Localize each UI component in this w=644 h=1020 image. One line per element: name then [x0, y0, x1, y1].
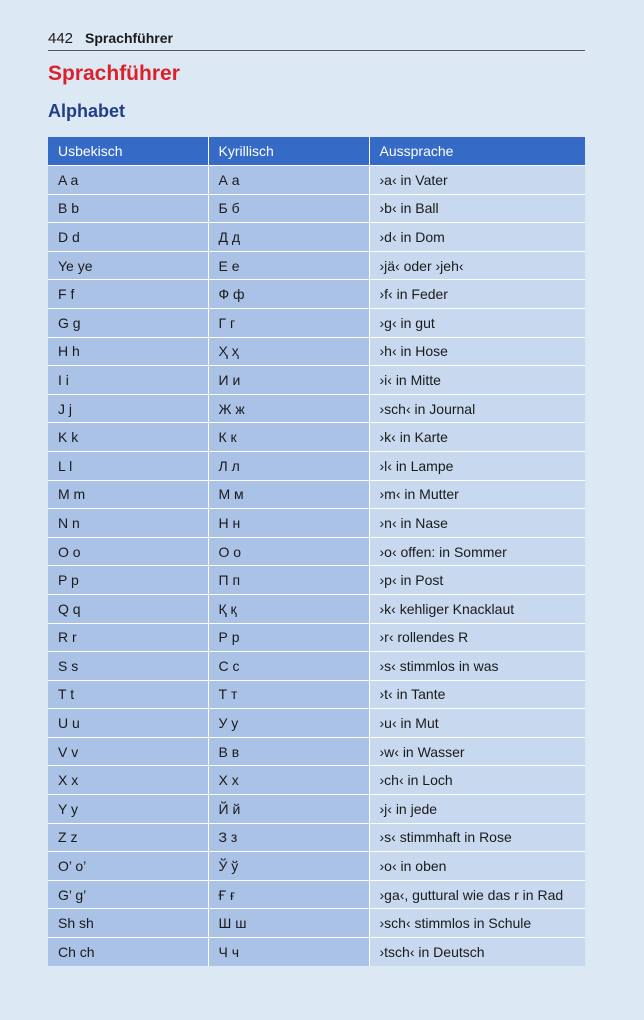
- cell-cyrillic: М м: [208, 480, 369, 509]
- cell-pronunciation: ›g‹ in gut: [369, 308, 585, 337]
- cell-uzbek: P p: [48, 566, 208, 595]
- table-row: [48, 623, 585, 652]
- cell-uzbek: Z z: [48, 823, 208, 852]
- cell-uzbek: G’ g’: [48, 880, 208, 909]
- table-row: [48, 766, 585, 795]
- cell-pronunciation: ›f‹ in Feder: [369, 280, 585, 309]
- cell-cyrillic: О о: [208, 537, 369, 566]
- cell-uzbek: Q q: [48, 594, 208, 623]
- table-row: [48, 280, 585, 309]
- cell-pronunciation: ›r‹ rollendes R: [369, 623, 585, 652]
- cell-cyrillic: А а: [208, 166, 369, 195]
- running-head-section: Sprachführer: [85, 30, 173, 46]
- cell-pronunciation: ›sch‹ stimmlos in Schule: [369, 909, 585, 938]
- cell-pronunciation: ›u‹ in Mut: [369, 709, 585, 738]
- cell-uzbek: U u: [48, 709, 208, 738]
- cell-cyrillic: Т т: [208, 680, 369, 709]
- cell-pronunciation: ›a‹ in Vater: [369, 166, 585, 195]
- page-title: Sprachführer: [48, 62, 180, 85]
- cell-pronunciation: ›i‹ in Mitte: [369, 366, 585, 395]
- column-header-pronunciation: Aussprache: [369, 137, 585, 166]
- cell-pronunciation: ›k‹ in Karte: [369, 423, 585, 452]
- cell-pronunciation: ›ga‹, guttural wie das r in Rad: [369, 880, 585, 909]
- table-header-row: [48, 137, 585, 166]
- table-row: [48, 423, 585, 452]
- cell-uzbek: V v: [48, 737, 208, 766]
- cell-uzbek: S s: [48, 652, 208, 681]
- cell-cyrillic: Ж ж: [208, 394, 369, 423]
- cell-cyrillic: Д д: [208, 223, 369, 252]
- table-row: [48, 480, 585, 509]
- alphabet-table: [48, 137, 585, 966]
- cell-pronunciation: ›t‹ in Tante: [369, 680, 585, 709]
- cell-pronunciation: ›o‹ in oben: [369, 852, 585, 881]
- cell-pronunciation: ›p‹ in Post: [369, 566, 585, 595]
- cell-uzbek: B b: [48, 194, 208, 223]
- cell-uzbek: Ch ch: [48, 938, 208, 966]
- cell-uzbek: M m: [48, 480, 208, 509]
- table-row: [48, 652, 585, 681]
- cell-pronunciation: ›m‹ in Mutter: [369, 480, 585, 509]
- cell-pronunciation: ›d‹ in Dom: [369, 223, 585, 252]
- cell-uzbek: L l: [48, 451, 208, 480]
- table-body: [48, 166, 585, 966]
- table-row: [48, 880, 585, 909]
- cell-pronunciation: ›ch‹ in Loch: [369, 766, 585, 795]
- cell-pronunciation: ›l‹ in Lampe: [369, 451, 585, 480]
- cell-uzbek: J j: [48, 394, 208, 423]
- cell-cyrillic: Қ қ: [208, 594, 369, 623]
- table-row: [48, 852, 585, 881]
- cell-uzbek: O’ o’: [48, 852, 208, 881]
- cell-cyrillic: Р р: [208, 623, 369, 652]
- cell-pronunciation: ›jä‹ oder ›jeh‹: [369, 251, 585, 280]
- table-row: [48, 308, 585, 337]
- cell-cyrillic: Ў ў: [208, 852, 369, 881]
- cell-cyrillic: З з: [208, 823, 369, 852]
- cell-pronunciation: ›k‹ kehliger Knacklaut: [369, 594, 585, 623]
- table-row: [48, 823, 585, 852]
- table-row: [48, 251, 585, 280]
- table-row: [48, 795, 585, 824]
- cell-cyrillic: К к: [208, 423, 369, 452]
- cell-uzbek: K k: [48, 423, 208, 452]
- page-number: 442: [48, 30, 74, 47]
- table-row: [48, 394, 585, 423]
- table-row: [48, 909, 585, 938]
- cell-uzbek: R r: [48, 623, 208, 652]
- cell-pronunciation: ›h‹ in Hose: [369, 337, 585, 366]
- cell-uzbek: A a: [48, 166, 208, 195]
- cell-pronunciation: ›w‹ in Wasser: [369, 737, 585, 766]
- cell-pronunciation: ›b‹ in Ball: [369, 194, 585, 223]
- cell-cyrillic: Ғ ғ: [208, 880, 369, 909]
- cell-cyrillic: Ф ф: [208, 280, 369, 309]
- cell-pronunciation: ›j‹ in jede: [369, 795, 585, 824]
- cell-uzbek: H h: [48, 337, 208, 366]
- cell-cyrillic: Ҳ ҳ: [208, 337, 369, 366]
- cell-cyrillic: П п: [208, 566, 369, 595]
- column-header-cyrillic: Kyrillisch: [208, 137, 369, 166]
- cell-pronunciation: ›s‹ stimmhaft in Rose: [369, 823, 585, 852]
- cell-cyrillic: Б б: [208, 194, 369, 223]
- cell-cyrillic: С с: [208, 652, 369, 681]
- cell-uzbek: X x: [48, 766, 208, 795]
- cell-cyrillic: Й й: [208, 795, 369, 824]
- table-row: [48, 680, 585, 709]
- column-header-uzbek: Usbekisch: [48, 137, 208, 166]
- cell-pronunciation: ›tsch‹ in Deutsch: [369, 938, 585, 966]
- cell-cyrillic: Ш ш: [208, 909, 369, 938]
- cell-cyrillic: Е е: [208, 251, 369, 280]
- section-title: Alphabet: [48, 101, 126, 121]
- cell-cyrillic: Л л: [208, 451, 369, 480]
- cell-cyrillic: Ч ч: [208, 938, 369, 966]
- cell-uzbek: Sh sh: [48, 909, 208, 938]
- table-row: [48, 166, 585, 195]
- cell-pronunciation: ›o‹ offen: in Sommer: [369, 537, 585, 566]
- table-row: [48, 366, 585, 395]
- table-row: [48, 451, 585, 480]
- table-row: [48, 194, 585, 223]
- cell-uzbek: O o: [48, 537, 208, 566]
- cell-uzbek: I i: [48, 366, 208, 395]
- cell-cyrillic: Г г: [208, 308, 369, 337]
- table-row: [48, 537, 585, 566]
- cell-uzbek: T t: [48, 680, 208, 709]
- cell-cyrillic: В в: [208, 737, 369, 766]
- table-row: [48, 566, 585, 595]
- cell-uzbek: F f: [48, 280, 208, 309]
- cell-uzbek: Y y: [48, 795, 208, 824]
- table-row: [48, 594, 585, 623]
- table-row: [48, 509, 585, 538]
- table-row: [48, 223, 585, 252]
- cell-pronunciation: ›n‹ in Nase: [369, 509, 585, 538]
- table-row: [48, 709, 585, 738]
- cell-uzbek: Ye ye: [48, 251, 208, 280]
- table-row: [48, 337, 585, 366]
- cell-uzbek: N n: [48, 509, 208, 538]
- cell-cyrillic: У у: [208, 709, 369, 738]
- table-row: [48, 938, 585, 966]
- cell-uzbek: G g: [48, 308, 208, 337]
- cell-cyrillic: Н н: [208, 509, 369, 538]
- cell-cyrillic: Х х: [208, 766, 369, 795]
- cell-pronunciation: ›s‹ stimmlos in was: [369, 652, 585, 681]
- running-head: [48, 30, 585, 51]
- cell-cyrillic: И и: [208, 366, 369, 395]
- table-row: [48, 737, 585, 766]
- cell-pronunciation: ›sch‹ in Journal: [369, 394, 585, 423]
- cell-uzbek: D d: [48, 223, 208, 252]
